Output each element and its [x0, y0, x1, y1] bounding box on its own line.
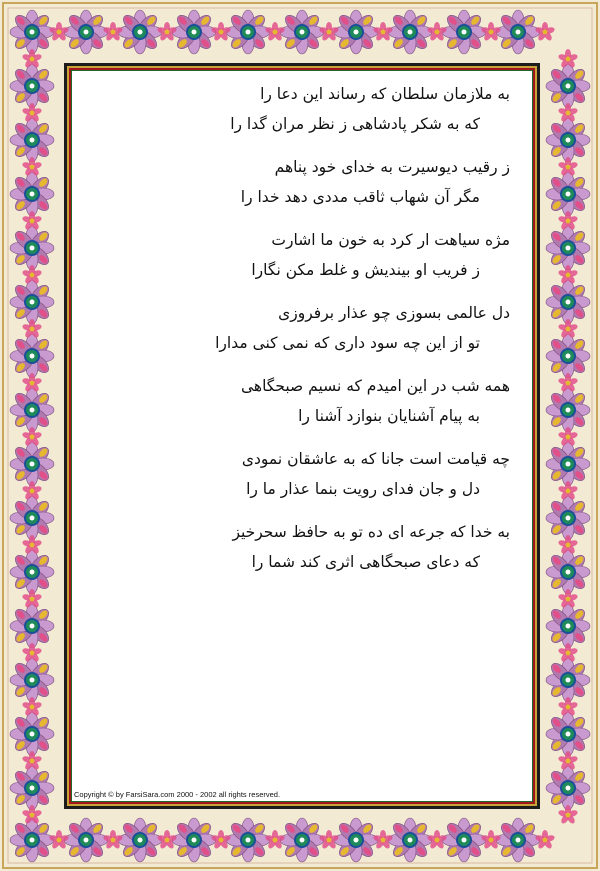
couplet-4-line-1: دل عالمی بسوزی چو عذار برفروزی [278, 304, 510, 322]
couplet-1-line-1: به ملازمان سلطان که رساند این دعا را [260, 85, 510, 103]
border-rosette [10, 334, 54, 378]
border-rosette [10, 818, 54, 862]
border-rosette [10, 442, 54, 486]
border-rosette [10, 118, 54, 162]
border-rosette [280, 10, 324, 54]
border-rosette [546, 334, 590, 378]
border-rosette [118, 818, 162, 862]
couplet-3-line-2: ز فریب او بیندیش و غلط مکن نگارا [251, 261, 480, 279]
poem-frame [64, 63, 540, 809]
couplet-5 [70, 371, 510, 444]
border-rosette [10, 604, 54, 648]
couplet-6-line-2: دل و جان فدای رویت بنما عذار ما را [246, 480, 480, 498]
couplet-2 [70, 152, 510, 225]
border-rosette [10, 550, 54, 594]
couplet-7-line-2: که دعای صبحگاهی اثری کند شما را [251, 553, 480, 571]
border-rosette [64, 10, 108, 54]
border-rosette [10, 496, 54, 540]
border-rosette [546, 118, 590, 162]
border-rosette [118, 10, 162, 54]
border-rosette [10, 388, 54, 432]
border-rosette [546, 280, 590, 324]
couplet-5-line-1: همه شب در این امیدم که نسیم صبحگاهی [240, 377, 510, 395]
couplet-3 [70, 225, 510, 298]
border-rosette [10, 172, 54, 216]
border-rosette [10, 712, 54, 756]
border-rosette [226, 818, 270, 862]
couplet-6 [70, 444, 510, 517]
border-rosette [10, 10, 54, 54]
copyright-notice: Copyright © by FarsiSara.com 2000 - 2002 all rights reserved. [74, 790, 281, 799]
couplet-7-line-1: به خدا که جرعه ای ده تو به حافظ سحرخیز [232, 523, 510, 541]
couplet-5-line-2: به پیام آشنایان بنوازد آشنا را [298, 407, 480, 425]
border-rosette [546, 172, 590, 216]
couplet-1-line-2: که به شکر پادشاهی ز نظر مران گدا را [230, 115, 480, 133]
border-rosette [10, 64, 54, 108]
border-rosette [496, 818, 540, 862]
border-rosette [334, 818, 378, 862]
border-rosette [388, 818, 432, 862]
border-rosette [280, 818, 324, 862]
border-rosette [10, 766, 54, 810]
border-rosette [10, 658, 54, 702]
border-rosette [496, 10, 540, 54]
border-rosette [172, 10, 216, 54]
border-rosette [546, 496, 590, 540]
poem-panel [72, 71, 532, 801]
couplet-2-line-1: ز رقیب دیوسیرت به خدای خود پناهم [274, 158, 510, 176]
border-rosette [546, 388, 590, 432]
couplet-2-line-2: مگر آن شهاب ثاقب مددی دهد خدا را [240, 188, 480, 206]
border-rosette [388, 10, 432, 54]
border-rosette [226, 10, 270, 54]
border-rosette [334, 10, 378, 54]
border-rosette [546, 604, 590, 648]
poem-text [70, 79, 510, 590]
border-rosette [546, 712, 590, 756]
border-rosette [546, 550, 590, 594]
border-rosette [64, 818, 108, 862]
border-rosette [10, 280, 54, 324]
border-rosette [172, 818, 216, 862]
border-rosette [442, 10, 486, 54]
couplet-6-line-1: چه قیامت است جانا که به عاشقان نمودی [241, 450, 510, 468]
border-rosette [442, 818, 486, 862]
couplet-7 [70, 517, 510, 590]
border-rosette [10, 226, 54, 270]
border-rosette [546, 226, 590, 270]
border-rosette [546, 64, 590, 108]
couplet-3-line-1: مژه سیاهت ار کرد به خون ما اشارت [271, 231, 510, 249]
couplet-4-line-2: تو از این چه سود داری که نمی کنی مدارا [215, 334, 480, 352]
couplet-1 [70, 79, 510, 152]
border-rosette [546, 442, 590, 486]
border-rosette [546, 766, 590, 810]
border-rosette [546, 658, 590, 702]
couplet-4 [70, 298, 510, 371]
